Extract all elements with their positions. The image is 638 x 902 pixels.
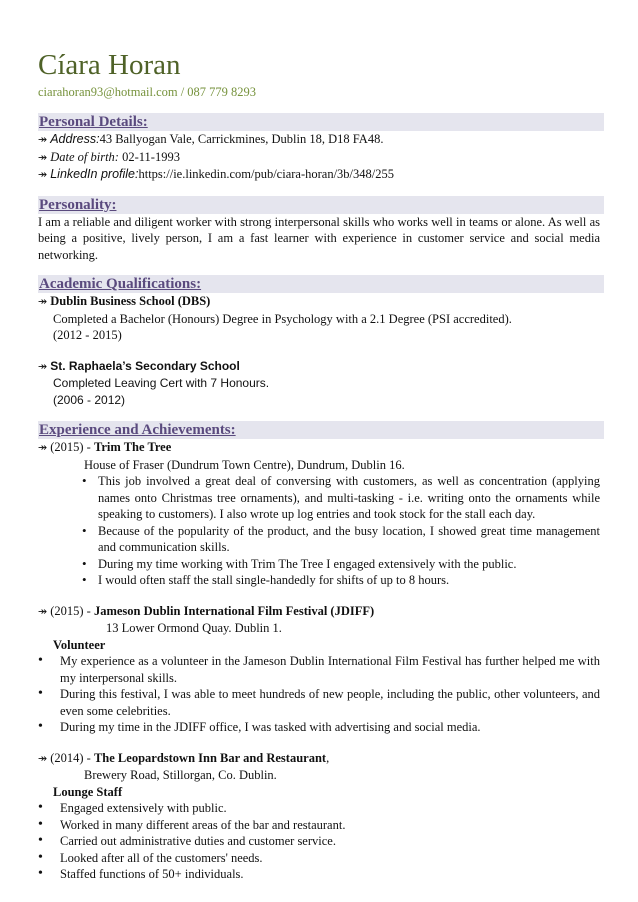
- job-role: Volunteer: [53, 637, 106, 652]
- list-item: • Worked in many different areas of the bar and restaurant.: [38, 817, 600, 834]
- list-item: • This job involved a great deal of conversing with customers, as well as concentration (applying names onto Christmas tree ornaments), and multi-tasking - i.e. writing onto the ornaments while speaking to customers). I also wrote up log entries and took stock for the stall each day.: [86, 473, 600, 523]
- list-item: • I would often staff the stall single-handedly for shifts of up to 8 hours.: [86, 572, 600, 589]
- education-years: (2006 - 2012): [53, 392, 126, 407]
- job-location: House of Fraser (Dundrum Town Centre), Dundrum, Dublin 16.: [84, 457, 405, 472]
- section-heading-academic: Academic Qualifications:: [38, 275, 604, 293]
- list-item: • Engaged extensively with public.: [38, 800, 600, 817]
- list-item: • Because of the popularity of the product, and the busy location, I showed great time management and communication skills.: [86, 523, 600, 556]
- job-bullet-list: [38, 800, 600, 883]
- list-item: • During my time in the JDIFF office, I was tasked with advertising and social media.: [38, 719, 600, 736]
- arrow-icon: ↠: [38, 150, 48, 164]
- job-header: ↠ (2015) - Jameson Dublin International Film Festival (JDIFF): [38, 603, 375, 618]
- section-heading-personality: Personality:: [38, 196, 604, 214]
- arrow-icon: ↠: [38, 295, 48, 308]
- job-bullet-list: [38, 653, 600, 736]
- arrow-icon: ↠: [38, 751, 48, 765]
- arrow-icon: ↠: [38, 441, 48, 454]
- list-item: • During this festival, I was able to meet hundreds of new people, including the public, other volunteers, and even some celebrities.: [38, 686, 600, 719]
- arrow-icon: ↠: [38, 359, 48, 373]
- linkedin-value: https://ie.linkedin.com/pub/ciara-horan/3b/348/255: [138, 167, 394, 181]
- job-header: ↠ (2014) - The Leopardstown Inn Bar and Restaurant,: [38, 750, 330, 765]
- resume-page: [38, 48, 600, 883]
- job-header: ↠ (2015) - Trim The Tree: [38, 440, 172, 454]
- contact-line: ciarahoran93@hotmail.com / 087 779 8293: [38, 85, 257, 99]
- address-value: 43 Ballyogan Vale, Carrickmines, Dublin 18, D18 FA48.: [99, 132, 384, 146]
- arrow-icon: ↠: [38, 604, 48, 618]
- job-location: 13 Lower Ormond Quay. Dublin 1.: [106, 621, 282, 635]
- personality-text: I am a reliable and diligent worker with strong interpersonal skills who works well in teams or alone. As well as being a positive, lively person, I am a fast learner with experience in customer service and social media networking.: [38, 214, 600, 262]
- list-item: • Staffed functions of 50+ individuals.: [38, 866, 600, 883]
- dob-line: [38, 149, 600, 167]
- list-item: • Carried out administrative duties and customer service.: [38, 833, 600, 850]
- arrow-icon: ↠: [38, 168, 48, 181]
- education-detail: Completed a Bachelor (Honours) Degree in Psychology with a 2.1 Degree (PSI accredited).: [53, 311, 512, 326]
- address-line: [38, 131, 600, 149]
- linkedin-line: [38, 166, 600, 184]
- section-heading-personal-details: Personal Details:: [38, 113, 604, 131]
- address-label: Address:: [50, 132, 100, 146]
- arrow-icon: ↠: [38, 133, 48, 146]
- list-item: • My experience as a volunteer in the Jameson Dublin International Film Festival has further helped me with my interpersonal skills.: [38, 653, 600, 686]
- list-item: • Looked after all of the customers' needs.: [38, 850, 600, 867]
- job-location: Brewery Road, Stillorgan, Co. Dublin.: [84, 768, 277, 782]
- job-role: Lounge Staff: [53, 784, 123, 799]
- education-years: (2012 - 2015): [53, 328, 122, 342]
- job-bullet-list: [38, 473, 600, 589]
- education-institution: ↠ St. Raphaela’s Secondary School: [38, 358, 240, 373]
- dob-label: Date of birth:: [50, 149, 119, 164]
- education-institution: ↠ Dublin Business School (DBS): [38, 294, 211, 308]
- list-item: • During my time working with Trim The Tree I engaged extensively with the public.: [86, 556, 600, 573]
- dob-value: 02-11-1993: [122, 149, 180, 164]
- section-heading-experience: Experience and Achievements:: [38, 421, 604, 439]
- candidate-name: Cíara Horan: [38, 49, 181, 81]
- linkedin-label: LinkedIn profile:: [50, 167, 139, 181]
- education-detail: Completed Leaving Cert with 7 Honours.: [53, 376, 270, 390]
